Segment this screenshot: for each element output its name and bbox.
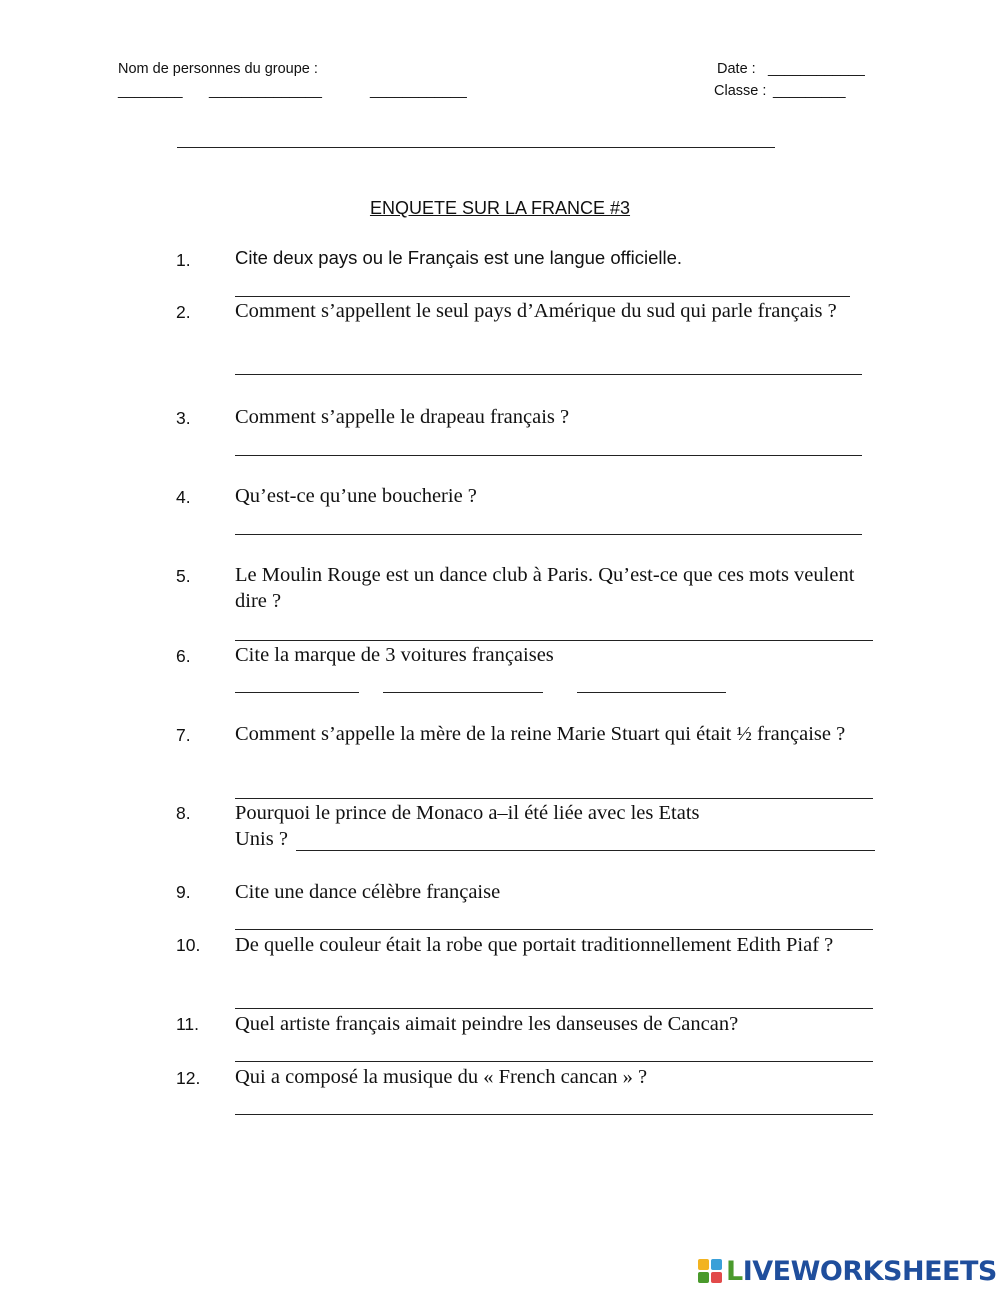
- question-text: De quelle couleur était la robe que portait traditionnellement Edith Piaf ?: [235, 934, 834, 956]
- class-label: Classe :: [714, 83, 767, 99]
- question-text: Cite deux pays ou le Français est une langue officielle.: [235, 247, 683, 268]
- group-name-blank-3[interactable]: ____________: [370, 83, 467, 99]
- answer-line[interactable]: [235, 374, 862, 375]
- question-text: Comment s’appellent le seul pays d’Amérique du sud qui parle français ?: [235, 300, 837, 322]
- class-blank[interactable]: _________: [773, 83, 846, 99]
- question-number: 10.: [176, 935, 201, 955]
- question-text: Le Moulin Rouge est un dance club à Paris. Qu’est-ce que ces mots veulent dire ?: [235, 564, 855, 612]
- question-number: 6.: [176, 646, 191, 666]
- question-text: Pourquoi le prince de Monaco a–il été liée avec les Etats: [235, 802, 700, 824]
- answer-line[interactable]: [235, 798, 873, 799]
- question-text: Qu’est-ce qu’une boucherie ?: [235, 485, 477, 507]
- group-name-blank-2[interactable]: ______________: [209, 83, 322, 99]
- group-names-label: Nom de personnes du groupe :: [118, 61, 318, 77]
- answer-line[interactable]: [235, 1008, 873, 1009]
- question-number: 3.: [176, 408, 191, 428]
- question-number: 8.: [176, 803, 191, 823]
- question-number: 5.: [176, 566, 191, 586]
- car-brand-line-2[interactable]: [383, 692, 543, 693]
- car-brand-line-3[interactable]: [577, 692, 726, 693]
- worksheet-title: ENQUETE SUR LA FRANCE #3: [369, 198, 631, 218]
- liveworksheets-logo-icon: [698, 1259, 722, 1283]
- question-number: 1.: [176, 250, 191, 270]
- date-label: Date :: [717, 61, 756, 77]
- answer-line[interactable]: [235, 640, 873, 641]
- car-brand-line-1[interactable]: [235, 692, 359, 693]
- answer-line[interactable]: [235, 1061, 873, 1062]
- logo-text-rest: IVEWORKSHEETS: [742, 1255, 997, 1287]
- question-text: Quel artiste français aimait peindre les danseuses de Cancan?: [235, 1013, 739, 1035]
- date-blank[interactable]: ____________: [768, 61, 865, 77]
- answer-line[interactable]: [235, 534, 862, 535]
- question-text: Comment s’appelle le drapeau français ?: [235, 406, 570, 428]
- question-text: Cite la marque de 3 voitures françaises: [235, 644, 554, 666]
- question-text-continued: Unis ?: [235, 828, 288, 850]
- question-text: Comment s’appelle la mère de la reine Marie Stuart qui était ½ française ?: [235, 723, 846, 745]
- liveworksheets-logo: [698, 1253, 997, 1289]
- logo-text-l: L: [726, 1255, 743, 1287]
- answer-line[interactable]: [235, 455, 862, 456]
- answer-line[interactable]: [296, 850, 875, 851]
- answer-line[interactable]: [235, 929, 873, 930]
- answer-line[interactable]: [235, 296, 850, 297]
- question-number: 4.: [176, 487, 191, 507]
- question-number: 7.: [176, 725, 191, 745]
- question-number: 12.: [176, 1068, 201, 1088]
- question-number: 11.: [176, 1014, 200, 1034]
- question-number: 9.: [176, 882, 191, 902]
- answer-line[interactable]: [235, 1114, 873, 1115]
- question-number: 2.: [176, 302, 191, 322]
- question-text: Cite une dance célèbre française: [235, 881, 501, 903]
- group-name-answer-line[interactable]: [177, 147, 775, 148]
- group-name-blank-1[interactable]: ________: [118, 83, 183, 99]
- question-text: Qui a composé la musique du « French cancan » ?: [235, 1066, 648, 1088]
